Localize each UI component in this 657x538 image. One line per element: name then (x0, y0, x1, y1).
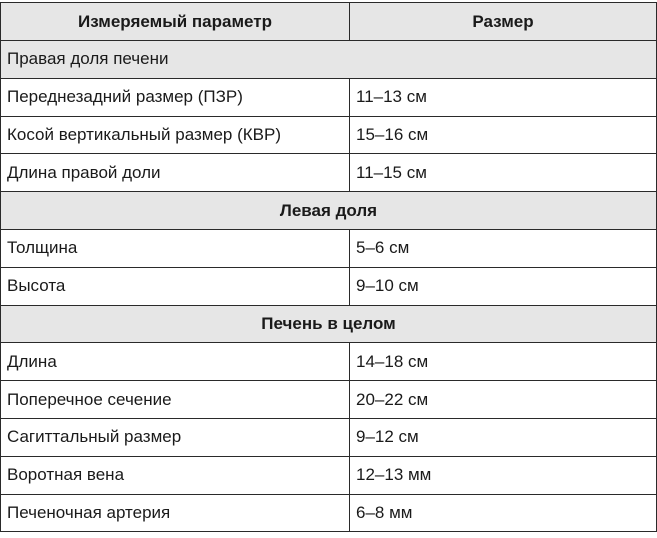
table-row (1, 78, 657, 116)
header-param: Измеряемый параметр (1, 3, 350, 41)
header-row (1, 3, 657, 41)
table-row (1, 116, 657, 154)
table-row (1, 494, 657, 532)
value-cell: 9–12 см (350, 418, 657, 456)
section-row (1, 305, 657, 343)
header-size: Размер (350, 3, 657, 41)
param-cell: Косой вертикальный размер (КВР) (1, 116, 350, 154)
table-row (1, 418, 657, 456)
param-cell: Поперечное сечение (1, 381, 350, 419)
section-title: Печень в целом (1, 305, 657, 343)
value-cell: 12–13 мм (350, 456, 657, 494)
section-title: Правая доля печени (1, 41, 657, 79)
value-cell: 14–18 см (350, 343, 657, 381)
liver-size-table (0, 2, 657, 532)
table-row (1, 343, 657, 381)
param-cell: Печеночная артерия (1, 494, 350, 532)
value-cell: 6–8 мм (350, 494, 657, 532)
section-title: Левая доля (1, 192, 657, 230)
value-cell: 11–15 см (350, 154, 657, 192)
table-body (1, 41, 657, 532)
table-row (1, 154, 657, 192)
section-row (1, 41, 657, 79)
param-cell: Высота (1, 267, 350, 305)
param-cell: Переднезадний размер (ПЗР) (1, 78, 350, 116)
param-cell: Сагиттальный размер (1, 418, 350, 456)
value-cell: 20–22 см (350, 381, 657, 419)
param-cell: Воротная вена (1, 456, 350, 494)
table-row (1, 456, 657, 494)
value-cell: 15–16 см (350, 116, 657, 154)
param-cell: Длина (1, 343, 350, 381)
value-cell: 5–6 см (350, 229, 657, 267)
param-cell: Толщина (1, 229, 350, 267)
section-row (1, 192, 657, 230)
table-row (1, 229, 657, 267)
table-row (1, 267, 657, 305)
value-cell: 11–13 см (350, 78, 657, 116)
param-cell: Длина правой доли (1, 154, 350, 192)
value-cell: 9–10 см (350, 267, 657, 305)
table-row (1, 381, 657, 419)
